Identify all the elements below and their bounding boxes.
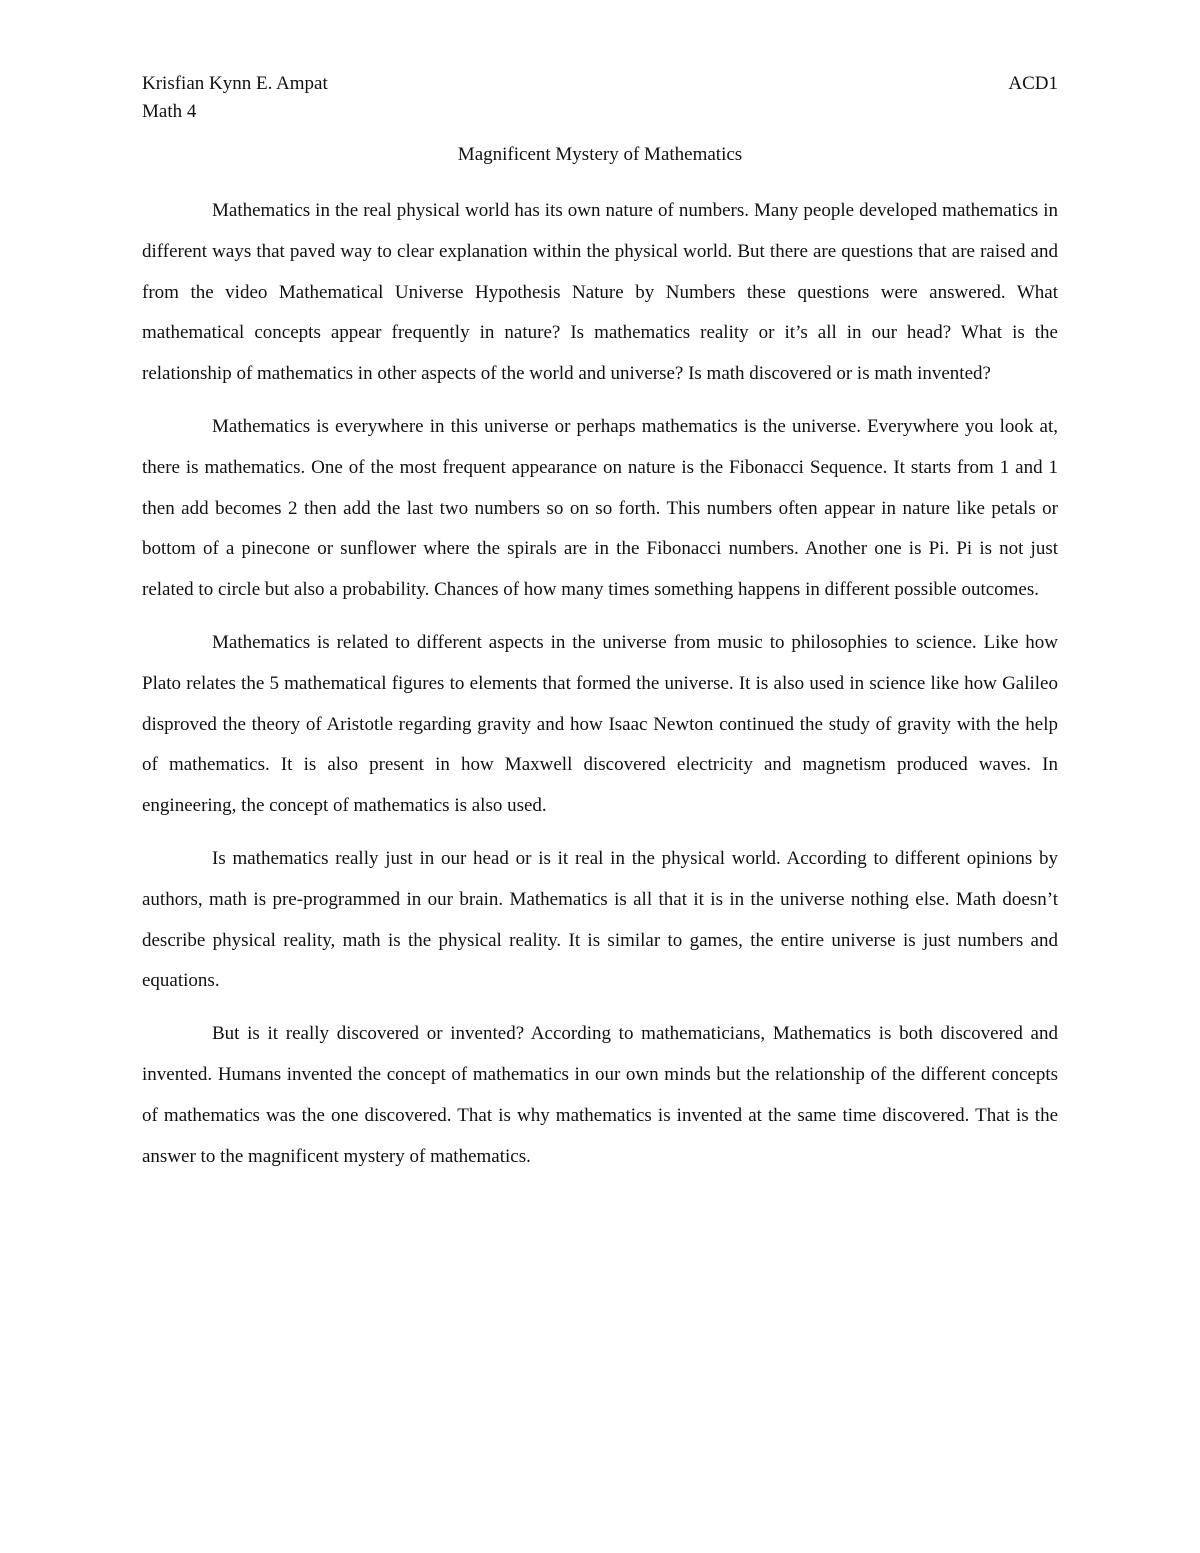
page-header <box>142 70 1058 98</box>
author-name: Krisfian Kynn E. Ampat <box>142 73 328 94</box>
document-title: Magnificent Mystery of Mathematics <box>457 144 743 165</box>
paragraph-conclusion: But is it really discovered or invented? According to mathematicians, Mathematics is both discovered and invented. Humans invented the concept of mathematics in our own minds but the relationship of the different concepts of mathematics was the one discovered. That is why mathematics is invented at the same time discovered. That is the answer to the magnificent mystery of mathematics. <box>142 1023 1058 1167</box>
section-code: ACD1 <box>1008 73 1058 94</box>
paragraph-reality: Is mathematics really just in our head or is it real in the physical world. According to different opinions by authors, math is pre-programmed in our brain. Mathematics is all that it is in the universe nothing else. Math doesn’t describe physical reality, math is the physical reality. It is similar to games, the entire universe is just numbers and equations. <box>142 847 1058 992</box>
course-name: Math 4 <box>142 101 197 122</box>
paragraph-introduction: Mathematics in the real physical world has its own nature of numbers. Many people developed mathematics in different ways that paved way to clear explanation within the physical world. But there are questions that are raised and from the video Mathematical Universe Hypothesis Nature by Numbers these questions were answered. What mathematical concepts appear frequently in nature? Is mathematics reality or it’s all in our head? What is the relationship of mathematics in other aspects of the world and universe? Is math discovered or is math invented? <box>142 200 1058 385</box>
paragraph-aspects-of-universe: Mathematics is related to different aspects in the universe from music to philosophies to science. Like how Plato relates the 5 mathematical figures to elements that formed the universe. It is also used in science like how Galileo disproved the theory of Aristotle regarding gravity and how Isaac Newton continued the study of gravity with the help of mathematics. It is also present in how Maxwell discovered electricity and magnetism produced waves. In engineering, the concept of mathematics is also used. <box>142 631 1058 817</box>
paragraph-nature-patterns: Mathematics is everywhere in this universe or perhaps mathematics is the universe. Everywhere you look at, there is mathematics. One of the most frequent appearance on nature is the Fibonacci Sequence. It starts from 1 and 1 then add becomes 2 then add the last two numbers so on so forth. This numbers often appear in nature like petals or bottom of a pinecone or sunflower where the spirals are in the Fibonacci numbers. Another one is Pi. Pi is not just related to circle but also a probability. Chances of how many times something happens in different possible outcomes. <box>142 415 1058 601</box>
document-body <box>142 191 1058 1189</box>
